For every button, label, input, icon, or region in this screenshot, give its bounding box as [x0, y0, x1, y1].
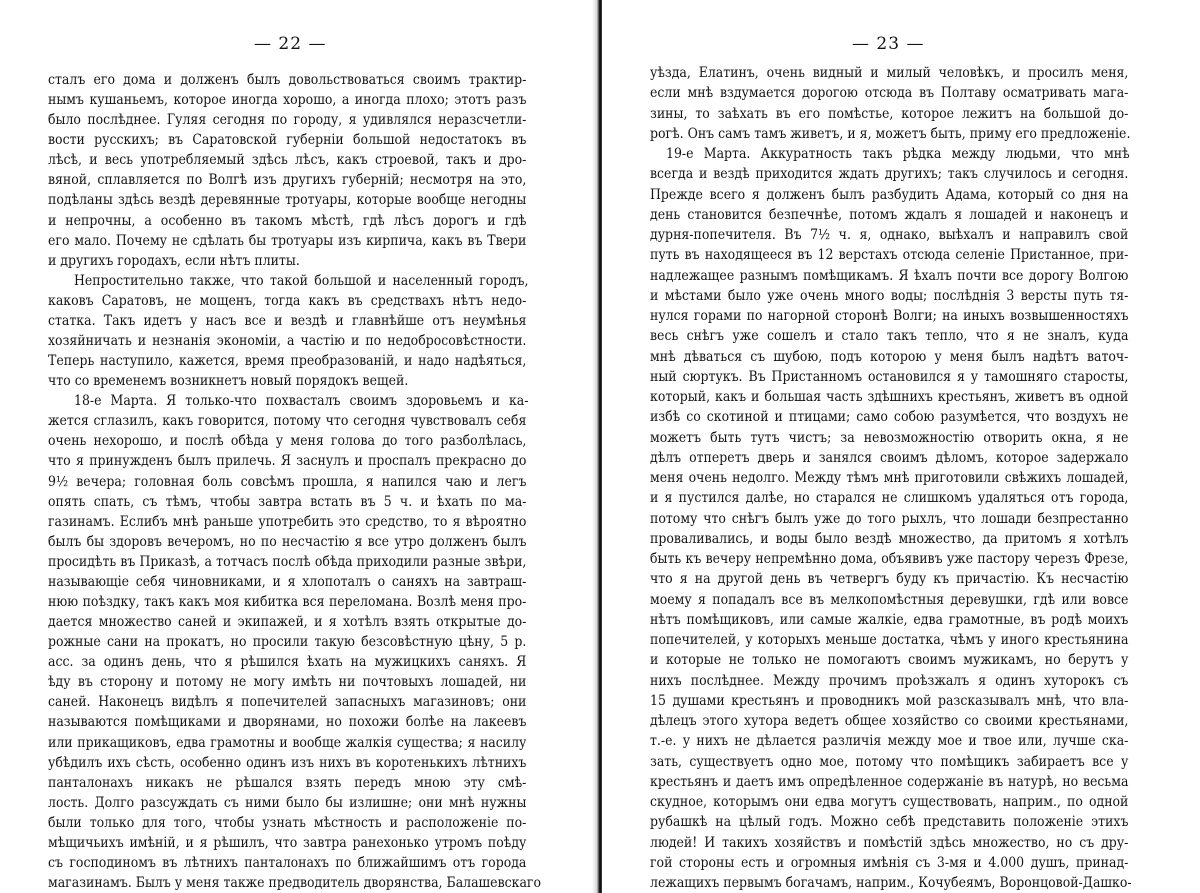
right-text-line: всегда и вездѣ приходится ждать другихъ; такъ случилось и сегодня. [650, 166, 1129, 183]
right-text-line: людей! И такихъ хозяйствъ и помѣстій здѣсь множество, но съ дру- [650, 834, 1129, 851]
right-text-line: надлежащее разнымъ помѣщикамъ. Я ѣхалъ почти все дорогу Волгою [650, 267, 1129, 284]
right-page [602, 0, 1200, 893]
right-text-line: 15 душами крестьянъ и проводникъ мой разсказывалъ мнѣ, что вла- [650, 692, 1129, 709]
right-text-line: избѣ со скотиной и птицами; само собою разумѣется, что воздухъ не [650, 409, 1129, 426]
right-text-line: зать, существуетъ одно мое, потому что помѣщикъ забираетъ все у [650, 753, 1129, 770]
right-text-line: зины, то заѣхать въ его помѣстье, которое лежитъ на большой до- [650, 105, 1129, 122]
left-text-line: убѣдилъ ихъ сѣсть, особенно одинъ изъ нихъ въ коротенькихъ лѣтнихъ [48, 754, 527, 771]
right-text-line: дурня-попечителя. Въ 7½ ч. я, однако, выѣхалъ и направилъ свой [650, 227, 1129, 243]
left-text-line: Непростительно также, что такой большой и населенный городъ, [74, 272, 529, 289]
right-text-line: и которые не только не помогаютъ своимъ мужикамъ, но берутъ у [650, 652, 1129, 669]
right-text-line: моему я попадалъ все въ мелкопомѣстныя деревушки, гдѣ или вовсе [650, 591, 1129, 608]
right-text-line: меня очень недолго. Между тѣмъ мнѣ приготовили свѣжихъ лошадей, [650, 470, 1129, 486]
left-text-line: опять спать, съ тѣмъ, чтобы завтра встать въ 5 ч. и ѣхать по ма- [48, 493, 527, 510]
right-text-line: Прежде всего я долженъ былъ разбудить Адама, который со дня на [650, 186, 1129, 203]
left-text-line: магазинамъ. Былъ у меня также предводитель дворянства, Балашевскаго [48, 875, 541, 891]
left-text-line: нюю поѣздку, такъ какъ моя кибитка вся переломана. Возлѣ меня про- [48, 593, 527, 610]
right-text-line: ный сюртукъ. Въ Пристанномъ остановился я у тамошняго старосты, [650, 368, 1129, 385]
left-text-line: каковъ Саратовъ, не мощенъ, тогда какъ въ средствахъ нѣтъ недо- [48, 292, 527, 309]
left-page-number: — 22 — [254, 34, 327, 54]
left-text-line: Теперь наступило, кажется, время преобразованій, и надо надѣяться, [48, 353, 527, 370]
right-text-line: весь снѣгъ уже сошелъ и стало такъ тепло, что я не зналъ, куда [650, 328, 1129, 345]
right-text-line: дѣлецъ этого хутора ведетъ общее хозяйство со своими крестьянами, [650, 713, 1129, 729]
left-text-line: асс. за одинъ день, что я рѣшился ѣхать на мужицкихъ саняхъ. Я [48, 654, 527, 671]
left-text-line: вости русскихъ; въ Саратовской губерніи большой недостатокъ въ [48, 132, 527, 149]
left-text-line: жется сглазилъ, какъ говорится, потому что сегодня чувствовалъ себя [48, 413, 527, 430]
right-text-line: и я пустился далѣе, но старался не слишкомъ удаляться отъ города, [650, 490, 1129, 507]
right-text-line: рубашкѣ на цѣлый годъ. Можно себѣ представить положеніе этихъ [650, 814, 1129, 831]
right-text-line: лежащихъ первымъ богачамъ, наприм., Кочубеямъ, Воронцовой-Дашко- [650, 875, 1132, 891]
left-text-line: панталонахъ никакъ не рѣшался взять передъ мною эту смѣ- [48, 774, 527, 791]
left-text-line: нымъ кушаньемъ, которое иногда хорошо, а иногда плохо; этотъ разъ [48, 92, 527, 109]
right-text-line: попечителей, у которыхъ меньше достатка, чѣмъ у иного крестьянина [650, 632, 1129, 648]
right-text-line: уѣзда, Елатинъ, очень видный и милый человѣкъ, и просилъ меня, [650, 65, 1129, 81]
left-text-line: были только для того, чтобы узнать мѣстность и расположеніе по- [48, 814, 527, 831]
right-text-line: 19-е Марта. Аккуратность такъ рѣдка между людьми, что мнѣ [666, 146, 1130, 162]
left-text-line: называющіе себя чиновниками, и я хлопоталъ о саняхъ на завтраш- [48, 573, 527, 590]
left-text-line: его мало. Почему не сдѣлать бы тротуары изъ кирпича, какъ въ Твери [48, 232, 527, 249]
left-page [0, 0, 598, 893]
left-text-line: просидѣть въ Приказѣ, а тотчасъ послѣ обѣда приходили разные звѣри, [48, 553, 527, 570]
right-text-line: крестьянъ и даетъ имъ опредѣленное содержаніе въ натурѣ, но весьма [650, 773, 1129, 790]
left-text-line: хозяйничать и незнанія экономіи, а частію и по недобросовѣстности. [48, 333, 527, 349]
right-text-line: гой стороны есть и огромныя имѣнія съ 3-мя и 4.000 душъ, принад- [650, 854, 1129, 871]
right-text-line: который, какъ и большая часть здѣшнихъ крестьянъ, живетъ въ одной [650, 389, 1129, 405]
right-text-line: нѣтъ помѣщиковъ, или самые жалкіе, едва грамотные, въ родѣ моихъ [650, 611, 1129, 628]
right-text-line: что я на другой день въ четвергъ буду къ причастію. Къ несчастію [650, 571, 1129, 588]
left-text-line: подѣланы здѣсь вездѣ деревянные тротуары, которые вообще негодны [48, 192, 527, 209]
right-text-line: нихъ послѣднее. Между прочимъ проѣзжалъ я одинъ хуторокъ съ [650, 672, 1129, 689]
left-text-line: статка. Такъ идетъ у насъ все и вездѣ и главнѣйше отъ неумѣнья [48, 312, 527, 329]
right-text-line: потому что снѣгъ былъ уже до того рыхлъ, что лошади безпрестанно [650, 510, 1129, 527]
right-text-line: дѣлъ отперетъ дверь и занялся своимъ дѣломъ, которое задержало [650, 449, 1129, 466]
left-text-line: было послѣднее. Гуляя сегодня по городу, я удивлялся неразсчетли- [48, 112, 527, 129]
left-text-line: саней. Наконецъ видѣлъ я попечителей запасныхъ магазиновъ; они [48, 694, 527, 711]
left-text-line: мѣщичьихъ имѣній, и я рѣшилъ, что завтра ранехонько утромъ поѣду [48, 834, 527, 851]
right-text-line: и мѣстами было уже очень много воды; послѣднія 3 версты путь тя- [650, 287, 1129, 304]
right-page-number: — 23 — [852, 34, 925, 54]
left-text-line: что я принужденъ былъ прилечь. Я заснулъ и проспалъ прекрасно до [48, 453, 527, 470]
right-text-line: быть къ вечеру непремѣнно дома, объявивъ уже пастору черезъ Фрезе, [650, 551, 1129, 567]
left-text-line: очень нехорошо, и послѣ обѣда у меня голова до того разболѣлась, [48, 433, 527, 450]
left-text-line: дается множество саней и экипажей, и я хотѣлъ взять открытые до- [48, 614, 527, 630]
left-text-line: 18-е Марта. Я только-что похвасталъ своимъ здоровьемъ и ка- [74, 393, 529, 410]
left-text-line: ѣду въ сторону и потому не могу имѣть ни почтовыхъ лошадей, ни [48, 674, 527, 691]
right-text-line: путь въ находящееся въ 12 верстахъ отсюда селеніе Пристанное, при- [650, 247, 1129, 264]
right-text-line: мнѣ дѣваться съ шубою, подъ которою у меня былъ надѣтъ ваточ- [650, 348, 1129, 365]
right-text-line: если мнѣ вздумается дорогою отсюда въ Полтаву осматривать мага- [650, 85, 1129, 102]
right-text-line: день становится безпечнѣе, потомъ ждалъ я лошадей и наконецъ и [650, 206, 1129, 223]
left-text-line: съ господиномъ въ лѣтнихъ панталонахъ по ближайшимъ отъ города [48, 854, 527, 871]
left-text-line: что со временемъ возникнетъ новый порядокъ вещей. [48, 373, 409, 390]
left-text-line: рожные сани на прокатъ, но просили такую безсовѣстную цѣну, 5 р. [48, 634, 527, 651]
left-text-line: лость. Долго разсуждать съ ними было бы излишне; они мнѣ нужны [48, 794, 527, 811]
left-text-line: и другихъ городахъ, если нѣтъ плиты. [48, 252, 300, 269]
right-text-line: можетъ быть тутъ чистъ; за невозможностію отворить окна, я не [650, 429, 1129, 446]
right-text-line: т.-е. у нихъ не дѣлается различія между мое и твое или, лучше ска- [650, 733, 1129, 750]
left-text-line: и непрочны, а особенно въ такомъ мѣстѣ, гдѣ лѣсъ дорогъ и гдѣ [48, 212, 527, 229]
left-text-line: называются помѣщиками и дворянами, но похожи болѣе на лакеевъ [48, 714, 527, 731]
left-text-line: былъ бы здоровъ вечеромъ, но по несчастію я все утро долженъ былъ [48, 533, 527, 550]
left-text-line: или прикащиковъ, едва грамотны и вообще жалкія существа; я насилу [48, 734, 527, 751]
right-text-line: нулся горами по нагорной сторонѣ Волги; на иныхъ возвышенностяхъ [650, 308, 1129, 324]
left-text-line: 9½ вечера; головная боль совсѣмъ прошла, я напился чаю и легъ [48, 473, 527, 490]
right-text-line: проваливались, и воды было вездѣ множество, да притомъ я хотѣлъ [650, 530, 1129, 547]
right-text-line: рогѣ. Онъ самъ тамъ живетъ, и я, можетъ быть, приму его предложеніе. [650, 125, 1131, 142]
left-text-line: сталъ его дома и долженъ былъ довольствоваться своимъ трактир- [48, 72, 527, 88]
right-text-line: скудное, которымъ они едва могутъ существовать, наприм., по одной [650, 794, 1129, 810]
left-text-line: вяной, сплавляется по Волгѣ изъ другихъ губерній; несмотря на это, [48, 172, 527, 189]
left-text-line: лѣсѣ, и весь употребляемый здѣсь лѣсъ, какъ строевой, такъ и дро- [48, 152, 527, 169]
left-text-line: газинамъ. Еслибъ мнѣ раньше употребить это средство, то я вѣроятно [48, 513, 527, 530]
